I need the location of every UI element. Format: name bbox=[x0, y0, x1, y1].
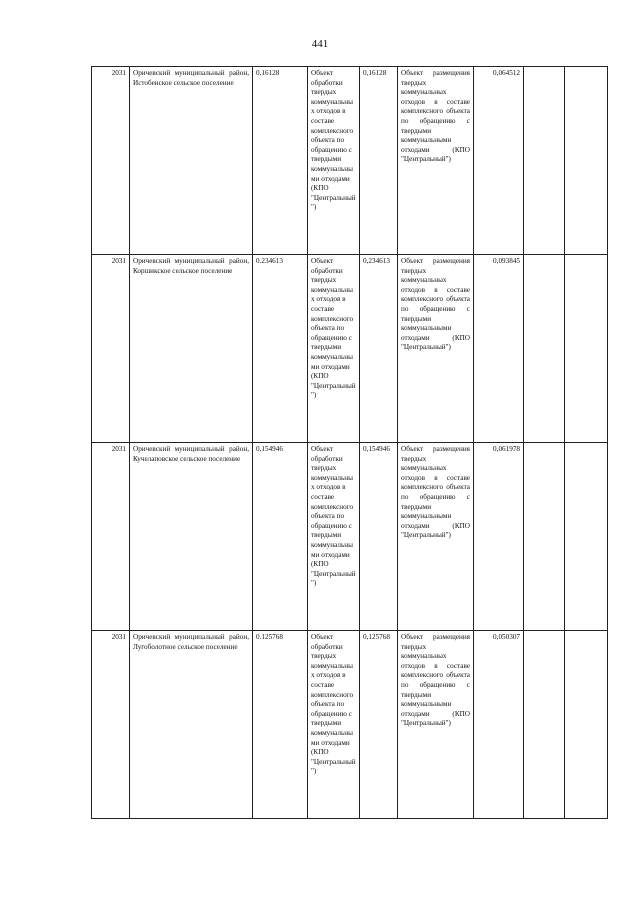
table-row bbox=[92, 67, 608, 255]
cell-empty bbox=[524, 631, 565, 819]
cell-year: 2031 bbox=[92, 255, 130, 443]
cell-value2: 0,154946 bbox=[360, 443, 398, 631]
cell-object2: Объект размещения твердых коммунальных отходов в составе комплексного объекта по обращению с твердыми коммунальными отходами (КПО "Центральный") bbox=[398, 443, 474, 631]
cell-empty bbox=[565, 631, 608, 819]
cell-year: 2031 bbox=[92, 631, 130, 819]
cell-district: Оричевский муниципальный район, Истобенское сельское поселение bbox=[130, 67, 253, 255]
cell-empty bbox=[524, 255, 565, 443]
cell-year: 2031 bbox=[92, 443, 130, 631]
page-number: 441 bbox=[311, 38, 329, 50]
cell-year: 2031 bbox=[92, 67, 130, 255]
cell-empty bbox=[524, 67, 565, 255]
cell-value3: 0,050307 bbox=[474, 631, 524, 819]
cell-value3: 0,061978 bbox=[474, 443, 524, 631]
cell-value1: 0,16128 bbox=[253, 67, 308, 255]
waste-table bbox=[91, 66, 608, 819]
cell-district: Оричевский муниципальный район, Лугоболотное сельское поселение bbox=[130, 631, 253, 819]
cell-object1: Объект обработки твердых коммунальных отходов в составе комплексного объекта по обращению с твердыми коммунальными отходами (КПО "Центральный") bbox=[308, 67, 360, 255]
cell-value1: 0.234613 bbox=[253, 255, 308, 443]
cell-object2: Объект размещения твердых коммунальных отходов в составе комплексного объекта по обращению с твердыми коммунальными отходами (КПО "Центральный") bbox=[398, 67, 474, 255]
cell-value2: 0,16128 bbox=[360, 67, 398, 255]
cell-object1: Объект обработки твердых коммунальных отходов в составе комплексного объекта по обращению с твердыми коммунальными отходами (КПО "Центральный") bbox=[308, 631, 360, 819]
cell-empty bbox=[565, 443, 608, 631]
cell-value2: 0,234613 bbox=[360, 255, 398, 443]
cell-object2: Объект размещения твердых коммунальных отходов в составе комплексного объекта по обращению с твердыми коммунальными отходами (КПО "Центральный") bbox=[398, 631, 474, 819]
cell-empty bbox=[524, 443, 565, 631]
cell-object1: Объект обработки твердых коммунальных отходов в составе комплексного объекта по обращению с твердыми коммунальными отходами (КПО "Центральный") bbox=[308, 443, 360, 631]
cell-value1: 0,154946 bbox=[253, 443, 308, 631]
cell-empty bbox=[565, 255, 608, 443]
cell-value2: 0,125768 bbox=[360, 631, 398, 819]
cell-district: Оричевский муниципальный район, Коршикское сельское поселение bbox=[130, 255, 253, 443]
table-row bbox=[92, 631, 608, 819]
cell-empty bbox=[565, 67, 608, 255]
cell-value1: 0.125768 bbox=[253, 631, 308, 819]
table-row bbox=[92, 443, 608, 631]
cell-district: Оричевский муниципальный район, Кучелаповское сельское поселение bbox=[130, 443, 253, 631]
cell-value3: 0,093845 bbox=[474, 255, 524, 443]
cell-value3: 0,064512 bbox=[474, 67, 524, 255]
table-row bbox=[92, 255, 608, 443]
cell-object2: Объект размещения твердых коммунальных отходов в составе комплексного объекта по обращению с твердыми коммунальными отходами (КПО "Центральный") bbox=[398, 255, 474, 443]
cell-object1: Объект обработки твердых коммунальных отходов в составе комплексного объекта по обращению с твердыми коммунальными отходами (КПО "Центральный") bbox=[308, 255, 360, 443]
